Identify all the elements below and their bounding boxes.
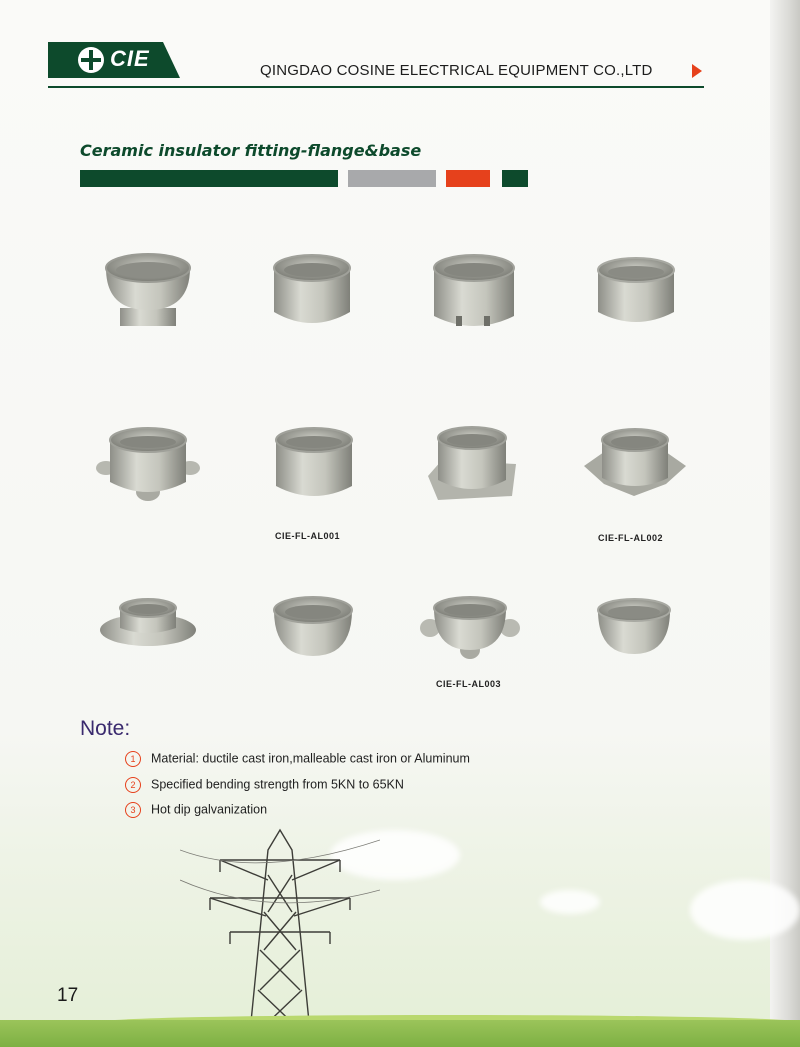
flange-short-cylinder <box>594 254 678 332</box>
section-title: Ceramic insulator fitting-flange&base <box>80 141 422 160</box>
compass-cross-icon <box>78 47 104 73</box>
flange-three-lug <box>420 594 520 660</box>
note-heading: Note: <box>80 717 131 740</box>
circled-number: 3 <box>125 802 141 818</box>
circled-number: 2 <box>125 777 141 793</box>
flange-square-base <box>424 424 520 504</box>
note-text: Hot dip galvanization <box>151 802 268 817</box>
header-divider <box>48 86 704 88</box>
note-item <box>125 777 404 793</box>
flange-notched-cylinder <box>430 250 518 334</box>
flange-bowl <box>594 596 674 656</box>
note-item <box>125 751 470 767</box>
note-text: Material: ductile cast iron,malleable cast iron or Aluminum <box>151 751 470 766</box>
title-bar-green-small <box>502 170 528 187</box>
flange-flared-base <box>100 248 196 334</box>
cloud <box>690 880 800 940</box>
cloud <box>540 890 600 914</box>
caption-al002: CIE-FL-AL002 <box>598 533 664 543</box>
company-name: QINGDAO COSINE ELECTRICAL EQUIPMENT CO.,LTD <box>260 62 653 79</box>
flange-dome-cap <box>270 594 356 658</box>
flange-star-base <box>582 426 688 504</box>
title-bar-orange <box>446 170 490 187</box>
caption-al001: CIE-FL-AL001 <box>275 531 341 541</box>
flange-disc-base <box>98 596 198 652</box>
note-item <box>125 802 267 818</box>
note-text: Specified bending strength from 5KN to 65KN <box>151 777 404 792</box>
flange-threaded-tall <box>272 424 356 506</box>
flange-cylinder-threaded <box>270 250 354 332</box>
page-number: 17 <box>57 985 79 1006</box>
grass-ground <box>0 1020 800 1047</box>
triangle-right-icon <box>692 64 702 78</box>
title-bar-green <box>80 170 338 187</box>
title-bar-gray <box>348 170 436 187</box>
circled-number: 1 <box>125 751 141 767</box>
caption-al003: CIE-FL-AL003 <box>436 679 502 689</box>
power-tower-icon <box>180 820 380 1035</box>
flange-three-ear <box>96 424 200 504</box>
logo-text: CIE <box>110 46 150 71</box>
